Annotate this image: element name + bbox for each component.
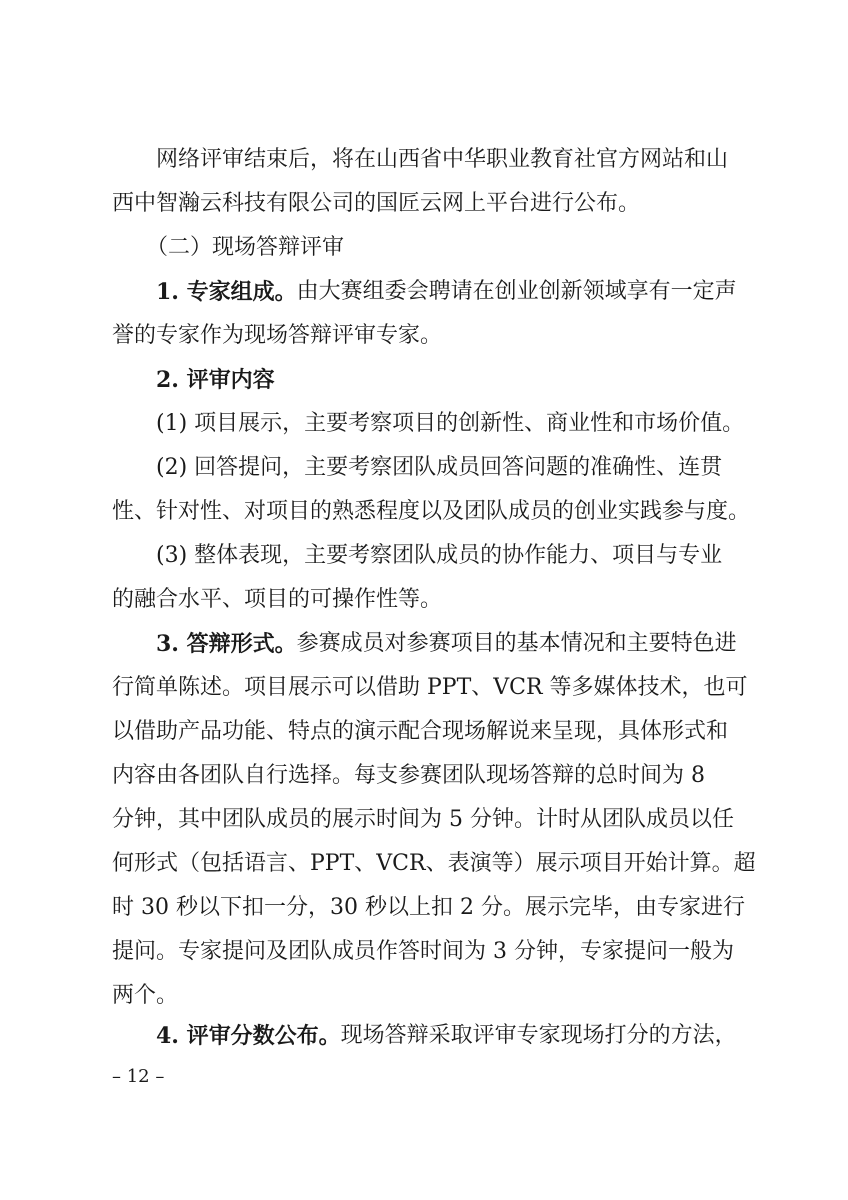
paragraph-line — [0, 758, 848, 794]
line-text: (3) 整体表现，主要考察团队成员的协作能力、项目与专业 — [156, 543, 723, 568]
line-text: (2) 回答提问，主要考察团队成员回答问题的准确性、连贯 — [156, 455, 723, 480]
line-text: 现场答辩采取评审专家现场打分的方法， — [340, 1023, 737, 1048]
line-text: 性、针对性、对项目的熟悉程度以及团队成员的创业实践参与度。 — [112, 499, 751, 524]
line-text: 时 30 秒以下扣一分，30 秒以上扣 2 分。展示完毕，由专家进行 — [112, 895, 745, 920]
paragraph-line — [0, 406, 848, 442]
item-lead: 1. 专家组成。 — [156, 279, 297, 305]
paragraph-line — [0, 978, 848, 1014]
paragraph-line — [0, 186, 848, 222]
item-heading — [0, 362, 848, 398]
line-text: 内容由各团队自行选择。每支参赛团队现场答辩的总时间为 8 — [112, 763, 705, 788]
line-text: (1) 项目展示，主要考察项目的创新性、商业性和市场价值。 — [156, 411, 745, 436]
heading-text: （二）现场答辩评审 — [146, 235, 345, 260]
section-heading — [0, 230, 848, 266]
paragraph-line — [0, 934, 848, 970]
paragraph-line — [0, 846, 848, 882]
line-text: 何形式（包括语言、PPT、VCR、表演等）展示项目开始计算。超 — [112, 851, 756, 876]
line-text: 西中智瀚云科技有限公司的国匠云网上平台进行公布。 — [112, 191, 641, 216]
line-text: 参赛成员对参赛项目的基本情况和主要特色进 — [296, 631, 737, 656]
paragraph-line — [0, 1018, 848, 1054]
paragraph-line — [0, 538, 848, 574]
paragraph-line — [0, 802, 848, 838]
paragraph-line — [0, 626, 848, 662]
line-text: 分钟，其中团队成员的展示时间为 5 分钟。计时从团队成员以任 — [112, 807, 734, 832]
paragraph-line — [0, 582, 848, 618]
paragraph-line — [0, 714, 848, 750]
paragraph-line — [0, 494, 848, 530]
paragraph-line — [0, 670, 848, 706]
item-lead: 2. 评审内容 — [156, 367, 275, 393]
paragraph-line — [0, 890, 848, 926]
paragraph-line — [0, 318, 848, 354]
line-text: 的融合水平、项目的可操作性等。 — [112, 587, 443, 612]
line-text: 提问。专家提问及团队成员作答时间为 3 分钟，专家提问一般为 — [112, 939, 734, 964]
item-lead: 3. 答辩形式。 — [156, 631, 297, 657]
paragraph-line — [0, 142, 848, 178]
line-text: 誉的专家作为现场答辩评审专家。 — [112, 323, 443, 348]
line-text: 行简单陈述。项目展示可以借助 PPT、VCR 等多媒体技术，也可 — [112, 675, 748, 700]
item-lead: 4. 评审分数公布。 — [156, 1023, 341, 1049]
line-text: 以借助产品功能、特点的演示配合现场解说来呈现，具体形式和 — [112, 719, 729, 744]
paragraph-line — [0, 450, 848, 486]
page-number: – 12 – — [112, 1066, 165, 1087]
paragraph-line — [0, 274, 848, 310]
line-text: 网络评审结束后，将在山西省中华职业教育社官方网站和山 — [156, 147, 729, 172]
line-text: 两个。 — [112, 983, 179, 1008]
line-text: 由大赛组委会聘请在创业创新领域享有一定声 — [296, 279, 737, 304]
